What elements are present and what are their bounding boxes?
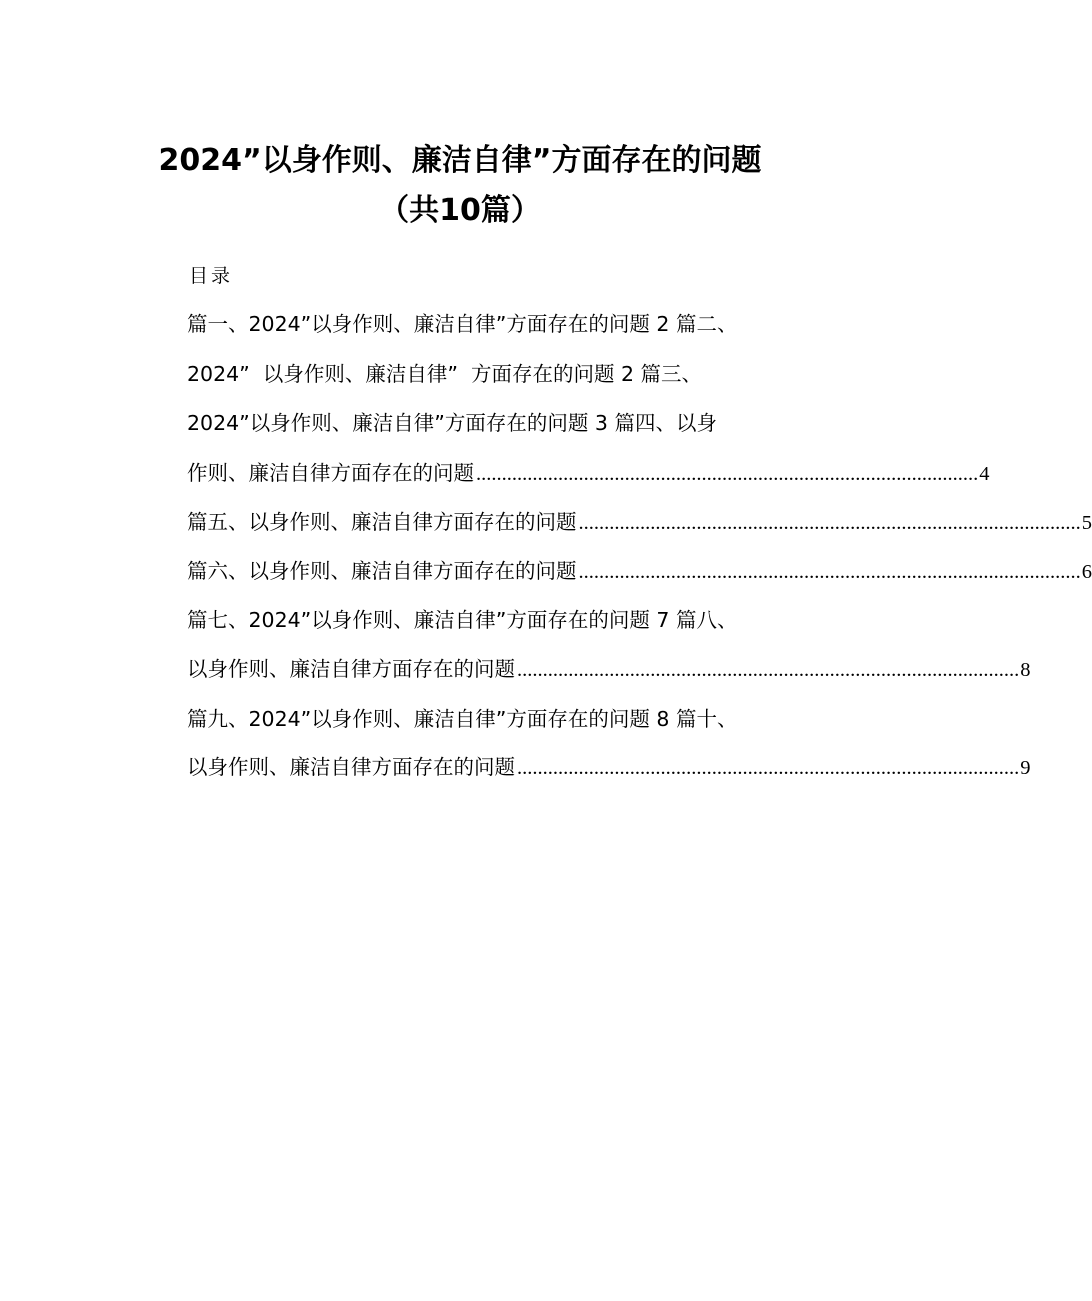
toc-page-number: 6 xyxy=(1081,561,1092,583)
toc-entry-text: 篇九、2024”以身作则、廉洁自律”方面存在的问题 8 篇十、 xyxy=(187,707,738,731)
toc-dot-leader: .................................................................................................. xyxy=(578,512,1081,534)
toc-dot-leader: .................................................................................................. xyxy=(517,659,1020,681)
document-title-line-2: （共10篇） xyxy=(379,193,541,228)
toc-entry-text: 作则、廉洁自律方面存在的问题 xyxy=(187,461,474,485)
toc-entry[interactable] xyxy=(187,507,1092,537)
document-title-line-1: 2024”以身作则、廉洁自律”方面存在的问题 xyxy=(158,143,762,178)
toc-entry[interactable] xyxy=(187,654,1031,684)
toc-entry[interactable] xyxy=(187,556,1092,586)
toc-page-number: 5 xyxy=(1081,512,1092,534)
toc-dot-leader: .................................................................................................. xyxy=(517,757,1020,779)
toc-heading: 目录 xyxy=(189,265,234,287)
toc-entry-text: 2024” 以身作则、廉洁自律” 方面存在的问题 2 篇三、 xyxy=(187,362,703,386)
toc-entry[interactable] xyxy=(187,458,990,488)
toc-entry[interactable] xyxy=(187,359,787,389)
toc-entry-text: 2024”以身作则、廉洁自律”方面存在的问题 3 篇四、以身 xyxy=(187,411,717,435)
toc-entry-text: 篇一、2024”以身作则、廉洁自律”方面存在的问题 2 篇二、 xyxy=(187,312,738,336)
toc-entry-text: 篇六、以身作则、廉洁自律方面存在的问题 xyxy=(187,559,577,583)
toc-page-number: 4 xyxy=(979,463,990,485)
toc-entry[interactable] xyxy=(187,408,787,438)
toc-entry[interactable] xyxy=(187,605,787,635)
toc-entry[interactable] xyxy=(187,309,787,339)
toc-page-number: 9 xyxy=(1020,757,1031,779)
toc-entry-text: 以身作则、廉洁自律方面存在的问题 xyxy=(187,755,515,779)
toc-entry[interactable] xyxy=(187,752,1031,782)
toc-dot-leader: .................................................................................................. xyxy=(578,561,1081,583)
toc-dot-leader: .................................................................................................. xyxy=(476,463,979,485)
toc-entry-text: 篇五、以身作则、廉洁自律方面存在的问题 xyxy=(187,510,577,534)
toc-entry[interactable] xyxy=(187,704,787,734)
toc-page-number: 8 xyxy=(1020,659,1031,681)
toc-entry-text: 以身作则、廉洁自律方面存在的问题 xyxy=(187,657,515,681)
toc-entry-text: 篇七、2024”以身作则、廉洁自律”方面存在的问题 7 篇八、 xyxy=(187,608,738,632)
